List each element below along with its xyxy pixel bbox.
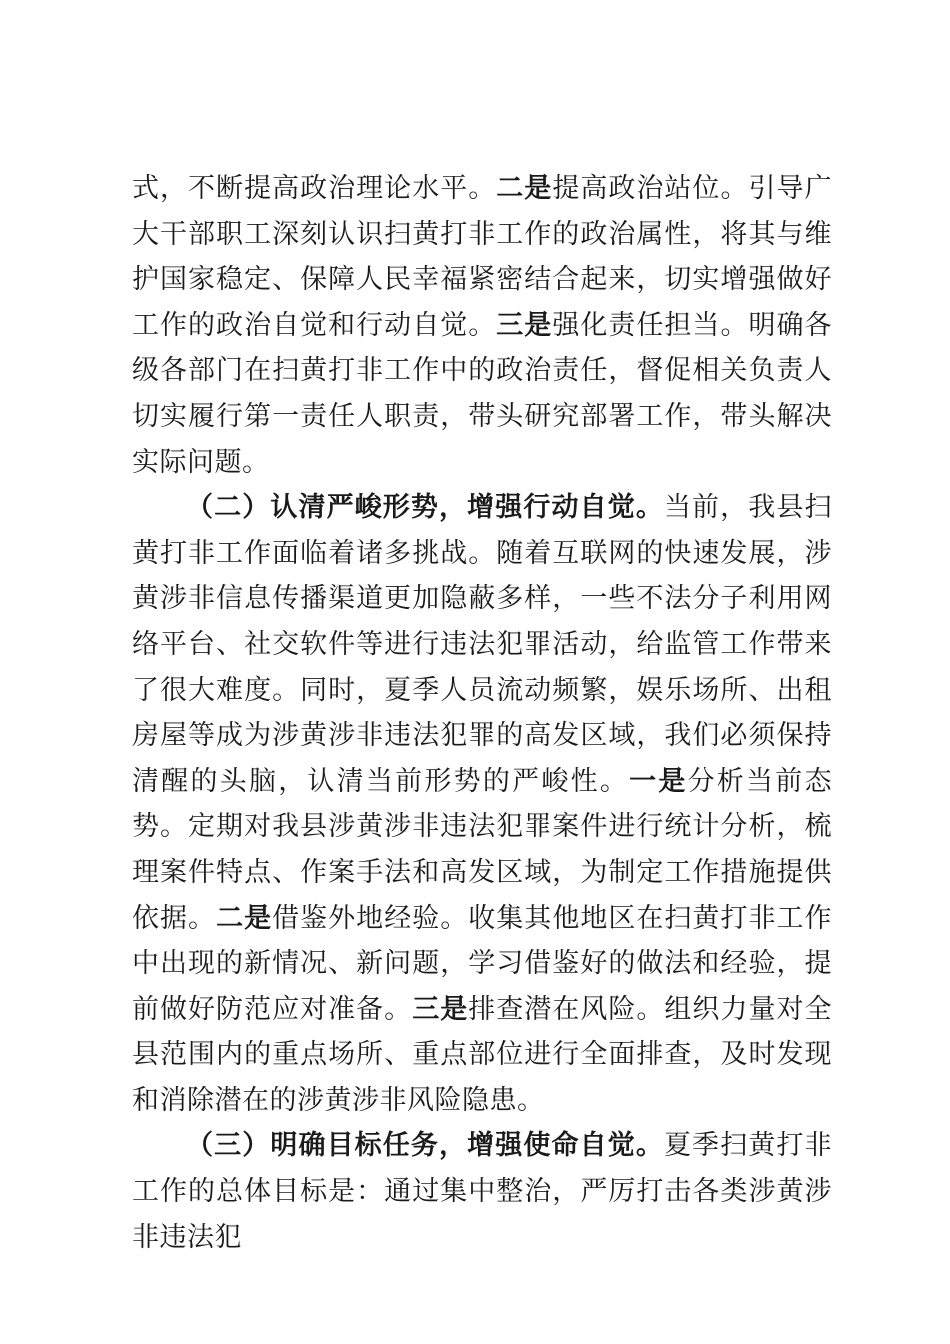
keyword-third: 三是 <box>496 309 553 341</box>
section-heading-three: （三）明确目标任务，增强使命自觉。 <box>186 1130 664 1162</box>
text-run: 借鉴外地经验。收集其他地区在扫黄打非工作中出现的新情况、新问题，学习借鉴好的做法和经验，提前做好防范应对准备。 <box>132 902 833 1025</box>
keyword-second: 二是 <box>496 173 553 204</box>
keyword-first: 一是 <box>629 765 688 797</box>
text-run: 强化责任担当。明确各级各部门在扫黄打非工作中的政治责任，督促相关负责人切实履行第一责任人职责，带头研究部署工作，带头解决实际问题。 <box>132 309 833 478</box>
document-body <box>132 166 832 1260</box>
paragraph-continuation <box>132 166 832 485</box>
text-run: 当前，我县扫黄打非工作面临着诸多挑战。随着互联网的快速发展，涉黄涉非信息传播渠道更加隐蔽多样，一些不法分子利用网络平台、社交软件等进行违法犯罪活动，给监管工作带来了很大难度。同时，夏季人员流动频繁，娱乐场所、出租房屋等成为涉黄涉非违法犯罪的高发区域，我们必须保持清醒的头脑，认清当前形势的严峻性。 <box>132 492 833 797</box>
text-run: 分析当前态势。定期对我县涉黄涉非违法犯罪案件进行统计分析，梳理案件特点、作案手法和高发区域，为制定工作措施提供依据。 <box>132 765 833 934</box>
paragraph-section-three <box>132 1123 832 1260</box>
keyword-third: 三是 <box>412 993 469 1025</box>
paragraph-section-two <box>132 485 832 1123</box>
text-run: 夏季扫黄打非工作的总体目标是：通过集中整治，严厉打击各类涉黄涉非违法犯 <box>132 1130 833 1253</box>
text-run: 提高政治站位。引导广大干部职工深刻认识扫黄打非工作的政治属性，将其与维护国家稳定、保障人民幸福紧密结合起来，切实增强做好工作的政治自觉和行动自觉。 <box>132 173 833 341</box>
text-run: 排查潜在风险。组织力量对全县范围内的重点场所、重点部位进行全面排查，及时发现和消除潜在的涉黄涉非风险隐患。 <box>132 993 833 1116</box>
keyword-second: 二是 <box>216 902 273 934</box>
text-run: 式，不断提高政治理论水平。 <box>132 173 497 204</box>
section-heading-two: （二）认清严峻形势，增强行动自觉。 <box>186 492 664 524</box>
